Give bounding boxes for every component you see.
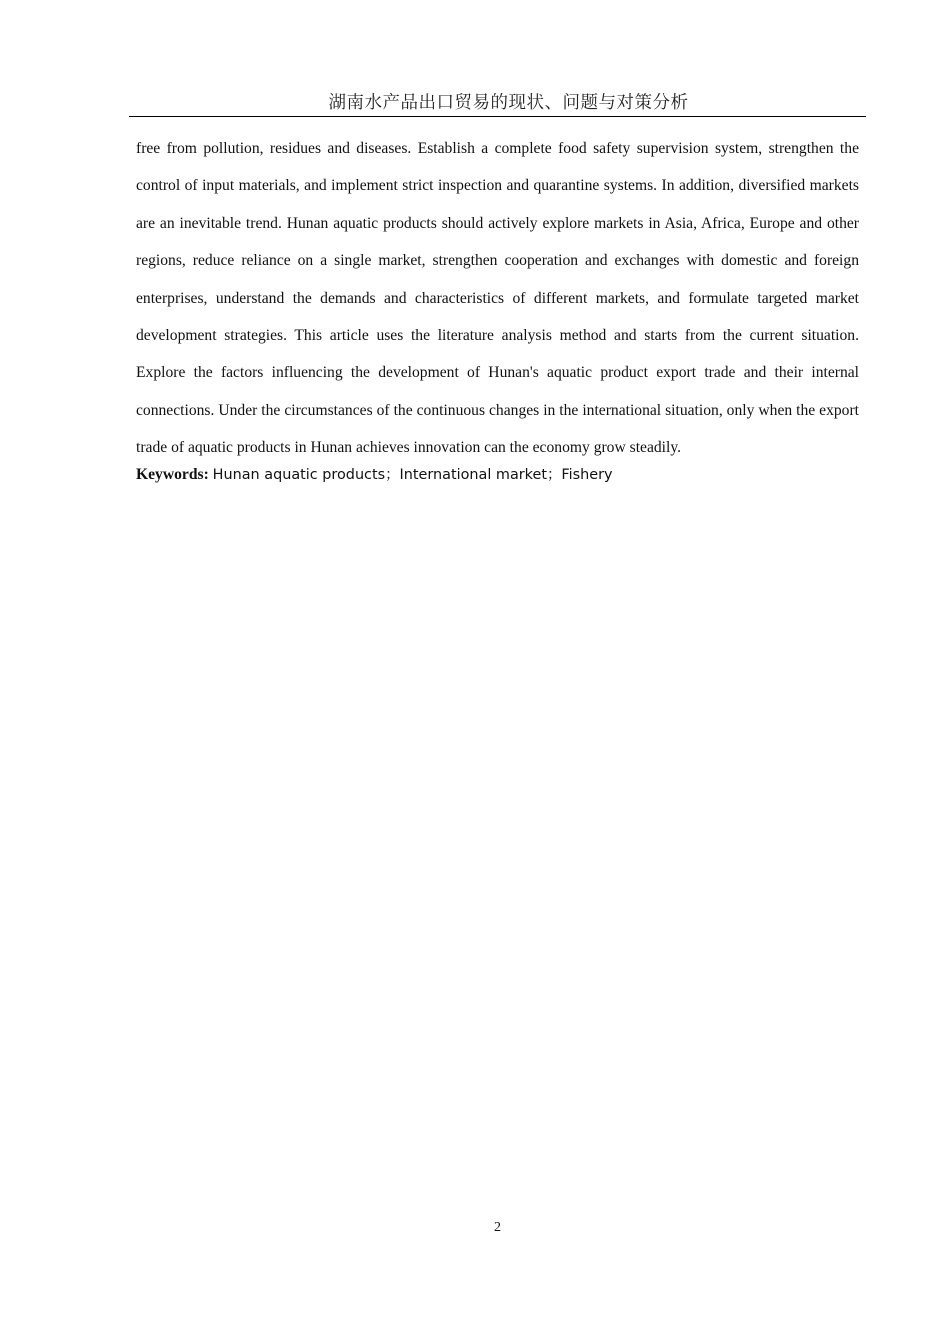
abstract-body — [136, 130, 859, 487]
keywords-label: Keywords: — [136, 465, 209, 483]
keywords-line — [136, 463, 859, 487]
page-header — [129, 92, 866, 117]
page-number: 2 — [494, 1220, 501, 1235]
abstract-paragraph: free from pollution, residues and diseases. Establish a complete food safety supervision system, strengthen the control of input materials, and implement strict inspection and quarantine systems. In addition, diversified markets are an inevitable trend. Hunan aquatic products should actively explore markets in Asia, Africa, Europe and other regions, reduce reliance on a single market, strengthen cooperation and exchanges with domestic and foreign enterprises, understand the demands and characteristics of different markets, and formulate targeted market development strategies. This article uses the literature analysis method and starts from the current situation. Explore the factors influencing the development of Hunan's aquatic product export trade and their internal connections. Under the circumstances of the continuous changes in the international situation, only when the export trade of aquatic products in Hunan achieves innovation can the economy grow steadily. — [136, 140, 859, 457]
running-title: 湖南水产品出口贸易的现状、问题与对策分析 — [328, 93, 689, 113]
keywords-values: Hunan aquatic products；International market；Fishery — [212, 466, 613, 483]
